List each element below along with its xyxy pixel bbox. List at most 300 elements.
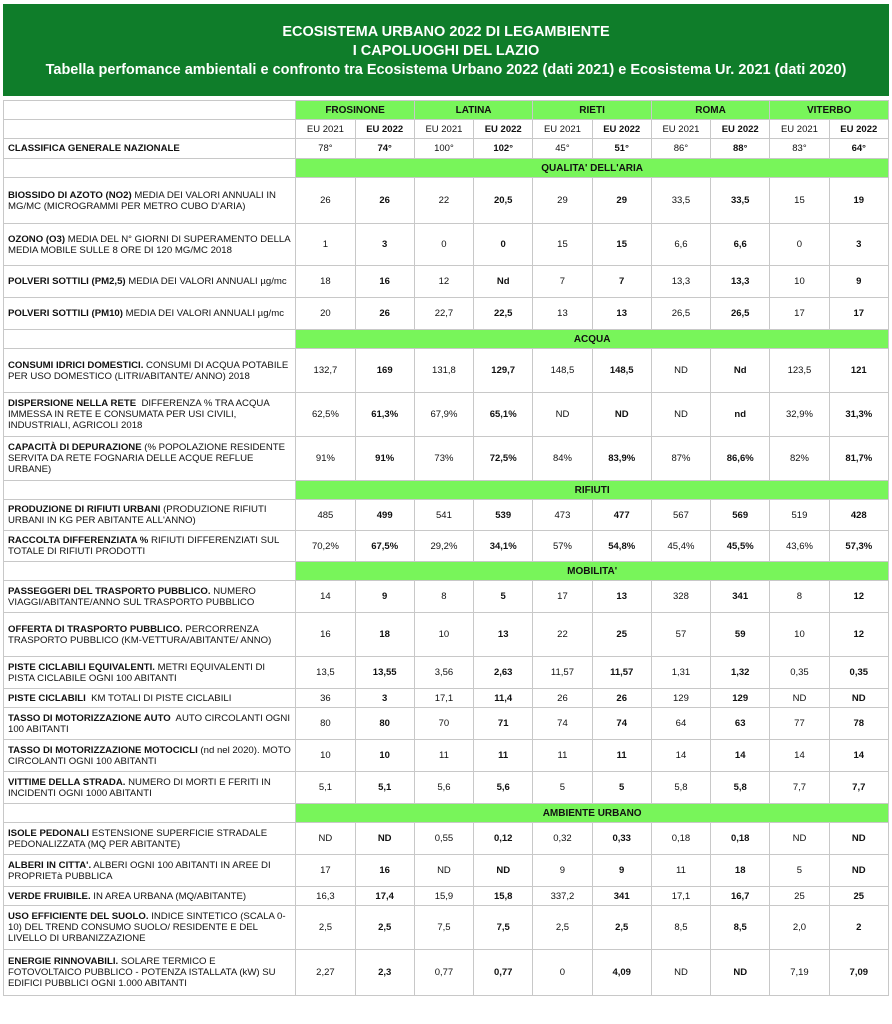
value-cell: 10 — [414, 613, 473, 657]
indicator-name: RACCOLTA DIFFERENZIATA % — [8, 535, 149, 546]
performance-table — [3, 100, 889, 996]
indicator-cell — [4, 437, 296, 481]
value-cell: 25 — [592, 613, 651, 657]
value-cell: ND — [592, 393, 651, 437]
indicator-description: SOLARE TERMICO E FOTOVOLTAICO PUBBLICO - POTENZA ISTALLATA (kW) SU EDIFICI PUBBLICI OGNI 1.000 ABITANTI — [8, 956, 279, 989]
ranking-value: 83° — [770, 139, 829, 159]
indicator-name: PRODUZIONE DI RIFIUTI URBANI — [8, 504, 161, 515]
value-cell: 14 — [711, 740, 770, 772]
city-header-frosinone: FROSINONE — [296, 101, 415, 120]
value-cell: 0,35 — [770, 657, 829, 689]
ranking-value: 64° — [829, 139, 888, 159]
ranking-value: 86° — [651, 139, 710, 159]
indicator-name: POLVERI SOTTILI (PM10) — [8, 308, 123, 319]
indicator-cell — [4, 772, 296, 804]
value-cell: 17 — [296, 855, 355, 887]
value-cell: 72,5% — [474, 437, 533, 481]
value-cell: 26,5 — [711, 298, 770, 330]
section-title: ACQUA — [296, 330, 889, 349]
value-cell: 519 — [770, 500, 829, 531]
indicator-row — [4, 349, 889, 393]
indicator-cell — [4, 178, 296, 224]
value-cell: 5 — [592, 772, 651, 804]
value-cell: 57,3% — [829, 531, 888, 562]
value-cell: 22,7 — [414, 298, 473, 330]
value-cell: 15,8 — [474, 887, 533, 906]
indicator-name: PASSEGGERI DEL TRASPORTO PUBBLICO. — [8, 585, 211, 597]
value-cell: 25 — [770, 887, 829, 906]
indicator-cell — [4, 298, 296, 330]
indicator-description: NUMERO DI MORTI E FERITI IN INCIDENTI OGNI 1000 ABITANTI — [8, 776, 274, 799]
indicator-cell — [4, 581, 296, 613]
value-cell: Nd — [474, 266, 533, 298]
value-cell: 59 — [711, 613, 770, 657]
value-cell: 15 — [770, 178, 829, 224]
section-blank-cell — [4, 159, 296, 178]
value-cell: 36 — [296, 689, 355, 708]
indicator-row — [4, 887, 889, 906]
value-cell: 11 — [533, 740, 592, 772]
value-cell: 10 — [296, 740, 355, 772]
year-header-cell: EU 2021 — [651, 120, 710, 139]
value-cell: 3 — [355, 224, 414, 266]
value-cell: 67,5% — [355, 531, 414, 562]
value-cell: 148,5 — [533, 349, 592, 393]
indicator-description: AUTO CIRCOLANTI OGNI 100 ABITANTI — [8, 712, 293, 735]
value-cell: 7,5 — [474, 906, 533, 950]
value-cell: 11,57 — [592, 657, 651, 689]
indicator-row — [4, 437, 889, 481]
value-cell: 341 — [592, 887, 651, 906]
value-cell: 11 — [474, 740, 533, 772]
title-line-2: I CAPOLUOGHI DEL LAZIO — [352, 43, 540, 59]
indicator-description: METRI EQUIVALENTI DI PISTA CICLABILE OGNI 100 ABITANTI — [8, 661, 268, 684]
value-cell: 81,7% — [829, 437, 888, 481]
value-cell: 0,18 — [711, 823, 770, 855]
year-header-cell: EU 2021 — [414, 120, 473, 139]
section-header-row — [4, 481, 889, 500]
value-cell: 2,27 — [296, 950, 355, 996]
indicator-cell — [4, 950, 296, 996]
value-cell: 13 — [533, 298, 592, 330]
year-header-cell: EU 2022 — [474, 120, 533, 139]
value-cell: ND — [829, 689, 888, 708]
value-cell: 20,5 — [474, 178, 533, 224]
value-cell: 70 — [414, 708, 473, 740]
value-cell: 499 — [355, 500, 414, 531]
value-cell: 12 — [414, 266, 473, 298]
indicator-name: ALBERI IN CITTA'. — [8, 859, 92, 871]
value-cell: Nd — [711, 349, 770, 393]
value-cell: 16 — [296, 613, 355, 657]
value-cell: 91% — [355, 437, 414, 481]
year-header-cell: EU 2022 — [829, 120, 888, 139]
value-cell: 0 — [770, 224, 829, 266]
value-cell: 29,2% — [414, 531, 473, 562]
value-cell: 5 — [770, 855, 829, 887]
value-cell: 17,1 — [414, 689, 473, 708]
value-cell: 57% — [533, 531, 592, 562]
city-header-latina: LATINA — [414, 101, 533, 120]
value-cell: 5,1 — [355, 772, 414, 804]
indicator-cell — [4, 708, 296, 740]
value-cell: 17 — [829, 298, 888, 330]
ranking-value: 78° — [296, 139, 355, 159]
value-cell: 3 — [829, 224, 888, 266]
indicator-name: DISPERSIONE NELLA RETE — [8, 398, 137, 409]
value-cell: 477 — [592, 500, 651, 531]
value-cell: 26 — [296, 178, 355, 224]
indicator-row — [4, 393, 889, 437]
value-cell: 17 — [533, 581, 592, 613]
value-cell: 17,1 — [651, 887, 710, 906]
value-cell: 7,5 — [414, 906, 473, 950]
value-cell: 16,3 — [296, 887, 355, 906]
indicator-description: MEDIA DEI VALORI ANNUALI IN MG/MC (MICROGRAMMI PER METRO CUBO D'ARIA) — [8, 189, 279, 212]
indicator-description: RIFIUTI DIFFERENZIATI SUL TOTALE DI RIFIUTI PRODOTTI — [8, 535, 282, 557]
indicator-cell — [4, 855, 296, 887]
value-cell: 77 — [770, 708, 829, 740]
indicator-description: (PRODUZIONE RIFIUTI URBANI IN KG PER ABITANTE ALL'ANNO) — [8, 504, 270, 526]
indicator-description: MEDIA DEL N° GIORNI DI SUPERAMENTO DELLA MEDIA MOBILE SULLE 8 ORE DI 120 MG/MC 2018 — [8, 233, 293, 256]
value-cell: 337,2 — [533, 887, 592, 906]
value-cell: 10 — [770, 266, 829, 298]
value-cell: 129 — [711, 689, 770, 708]
value-cell: 74 — [533, 708, 592, 740]
section-header-row — [4, 159, 889, 178]
value-cell: ND — [829, 855, 888, 887]
value-cell: 473 — [533, 500, 592, 531]
indicator-name: CONSUMI IDRICI DOMESTICI. — [8, 359, 144, 371]
indicator-description: MEDIA DEI VALORI ANNUALI µg/mc — [122, 308, 284, 319]
value-cell: 169 — [355, 349, 414, 393]
value-cell: 80 — [296, 708, 355, 740]
value-cell: 29 — [592, 178, 651, 224]
indicator-cell — [4, 500, 296, 531]
indicator-name: CAPACITÀ DI DEPURAZIONE — [8, 442, 142, 453]
value-cell: 20 — [296, 298, 355, 330]
indicator-name: BIOSSIDO DI AZOTO (NO2) — [8, 189, 132, 201]
value-cell: 129 — [651, 689, 710, 708]
indicator-row — [4, 581, 889, 613]
value-cell: 129,7 — [474, 349, 533, 393]
value-cell: 26,5 — [651, 298, 710, 330]
value-cell: 9 — [829, 266, 888, 298]
value-cell: 11,4 — [474, 689, 533, 708]
value-cell: 87% — [651, 437, 710, 481]
value-cell: nd — [711, 393, 770, 437]
indicator-row — [4, 531, 889, 562]
value-cell: 10 — [770, 613, 829, 657]
value-cell: 5,8 — [711, 772, 770, 804]
value-cell: 13 — [474, 613, 533, 657]
value-cell: 14 — [296, 581, 355, 613]
value-cell: 3 — [355, 689, 414, 708]
value-cell: 6,6 — [651, 224, 710, 266]
value-cell: ND — [711, 950, 770, 996]
indicator-name: PISTE CICLABILI EQUIVALENTI. — [8, 661, 155, 673]
value-cell: ND — [474, 855, 533, 887]
ranking-value: 51° — [592, 139, 651, 159]
value-cell: 14 — [829, 740, 888, 772]
value-cell: 34,1% — [474, 531, 533, 562]
value-cell: 7 — [533, 266, 592, 298]
ranking-label-cell — [4, 139, 296, 159]
value-cell: 16 — [355, 855, 414, 887]
value-cell: 3,56 — [414, 657, 473, 689]
value-cell: 15 — [533, 224, 592, 266]
value-cell: 26 — [355, 178, 414, 224]
value-cell: 33,5 — [651, 178, 710, 224]
indicator-row — [4, 950, 889, 996]
value-cell: 80 — [355, 708, 414, 740]
indicator-cell — [4, 740, 296, 772]
indicator-cell — [4, 266, 296, 298]
value-cell: 2,3 — [355, 950, 414, 996]
indicator-description: CONSUMI DI ACQUA POTABILE PER USO DOMESTICO (LITRI/ABITANTE/ ANNO) 2018 — [8, 359, 291, 382]
value-cell: 63 — [711, 708, 770, 740]
section-title: AMBIENTE URBANO — [296, 804, 889, 823]
value-cell: 7,19 — [770, 950, 829, 996]
value-cell: 148,5 — [592, 349, 651, 393]
value-cell: 78 — [829, 708, 888, 740]
ranking-value: 45° — [533, 139, 592, 159]
value-cell: 1,32 — [711, 657, 770, 689]
value-cell: ND — [770, 689, 829, 708]
value-cell: 539 — [474, 500, 533, 531]
indicator-description: INDICE SINTETICO (SCALA 0-10) DEL TREND CONSUMO SUOLO/ RESIDENTE E DEL LIVELLO DI URBANIZZAZIONE — [8, 911, 286, 944]
indicator-name: ENERGIE RINNOVABILI. — [8, 956, 119, 967]
value-cell: 86,6% — [711, 437, 770, 481]
indicator-name: VERDE FRUIBILE. — [8, 890, 91, 902]
value-cell: 15,9 — [414, 887, 473, 906]
value-cell: 45,4% — [651, 531, 710, 562]
value-cell: 17 — [770, 298, 829, 330]
value-cell: 0,35 — [829, 657, 888, 689]
value-cell: ND — [770, 823, 829, 855]
city-header-rieti: RIETI — [533, 101, 652, 120]
value-cell: 7,7 — [829, 772, 888, 804]
value-cell: 84% — [533, 437, 592, 481]
value-cell: 26 — [355, 298, 414, 330]
year-header-cell: EU 2022 — [355, 120, 414, 139]
indicator-name: PISTE CICLABILI — [8, 692, 86, 704]
value-cell: 16,7 — [711, 887, 770, 906]
indicator-name: OFFERTA DI TRASPORTO PUBBLICO. — [8, 623, 183, 635]
section-blank-cell — [4, 330, 296, 349]
value-cell: 0 — [414, 224, 473, 266]
value-cell: 14 — [770, 740, 829, 772]
value-cell: ND — [651, 393, 710, 437]
value-cell: 67,9% — [414, 393, 473, 437]
title-banner — [3, 4, 889, 96]
value-cell: 123,5 — [770, 349, 829, 393]
value-cell: 0,55 — [414, 823, 473, 855]
indicator-cell — [4, 689, 296, 708]
value-cell: 61,3% — [355, 393, 414, 437]
value-cell: 6,6 — [711, 224, 770, 266]
value-cell: 12 — [829, 613, 888, 657]
indicator-description: NUMERO VIAGGI/ABITANTE/ANNO SUL TRASPORTO PUBBLICO — [8, 585, 259, 608]
indicator-row — [4, 298, 889, 330]
value-cell: 9 — [533, 855, 592, 887]
value-cell: 29 — [533, 178, 592, 224]
indicator-cell — [4, 906, 296, 950]
value-cell: 11 — [414, 740, 473, 772]
year-header-cell: EU 2021 — [533, 120, 592, 139]
value-cell: 428 — [829, 500, 888, 531]
ranking-value: 102° — [474, 139, 533, 159]
indicator-row — [4, 178, 889, 224]
ranking-label: CLASSIFICA GENERALE NAZIONALE — [8, 143, 180, 154]
value-cell: ND — [414, 855, 473, 887]
value-cell: 7,09 — [829, 950, 888, 996]
indicator-description: ESTENSIONE SUPERFICIE STRADALE PEDONALIZZATA (MQ PER ABITANTE) — [8, 827, 270, 850]
value-cell: ND — [651, 950, 710, 996]
year-header-row — [4, 120, 889, 139]
header-blank-cell — [4, 120, 296, 139]
value-cell: 54,8% — [592, 531, 651, 562]
value-cell: 341 — [711, 581, 770, 613]
ranking-value: 100° — [414, 139, 473, 159]
value-cell: 14 — [651, 740, 710, 772]
value-cell: 1 — [296, 224, 355, 266]
value-cell: 13 — [592, 298, 651, 330]
value-cell: 7 — [592, 266, 651, 298]
value-cell: 5 — [474, 581, 533, 613]
indicator-name: POLVERI SOTTILI (PM2,5) — [8, 276, 126, 287]
value-cell: 45,5% — [711, 531, 770, 562]
indicator-description: IN AREA URBANA (MQ/ABITANTE) — [90, 890, 247, 902]
value-cell: 73% — [414, 437, 473, 481]
value-cell: 32,9% — [770, 393, 829, 437]
value-cell: 2,5 — [592, 906, 651, 950]
indicator-name: TASSO DI MOTORIZZAZIONE MOTOCICLI — [8, 744, 198, 756]
indicator-cell — [4, 393, 296, 437]
value-cell: 74 — [592, 708, 651, 740]
value-cell: 64 — [651, 708, 710, 740]
value-cell: 0,77 — [414, 950, 473, 996]
value-cell: 62,5% — [296, 393, 355, 437]
indicator-row — [4, 708, 889, 740]
value-cell: 11 — [592, 740, 651, 772]
indicator-row — [4, 224, 889, 266]
value-cell: 13,5 — [296, 657, 355, 689]
indicator-name: OZONO (O3) — [8, 233, 66, 245]
value-cell: 70,2% — [296, 531, 355, 562]
section-header-row — [4, 330, 889, 349]
section-title: MOBILITA' — [296, 562, 889, 581]
value-cell: 132,7 — [296, 349, 355, 393]
value-cell: 0,18 — [651, 823, 710, 855]
indicator-description: DIFFERENZA % TRA ACQUA IMMESSA IN RETE E CONSUMATA PER USI CIVILI, INDUSTRIALI, AGRICOLI 2018 — [8, 398, 272, 431]
value-cell: 131,8 — [414, 349, 473, 393]
value-cell: 18 — [355, 613, 414, 657]
value-cell: ND — [829, 823, 888, 855]
indicator-row — [4, 906, 889, 950]
value-cell: 13,55 — [355, 657, 414, 689]
value-cell: 18 — [711, 855, 770, 887]
indicator-description: KM TOTALI DI PISTE CICLABILI — [85, 692, 232, 704]
indicator-cell — [4, 613, 296, 657]
indicator-description: PERCORRENZA TRASPORTO PUBBLICO (KM-VETTURA/ABITANTE/ ANNO) — [8, 623, 272, 646]
value-cell: 485 — [296, 500, 355, 531]
indicator-row — [4, 657, 889, 689]
value-cell: 5,1 — [296, 772, 355, 804]
indicator-description: (nd nel 2020). MOTO CIRCOLANTI OGNI 100 ABITANTI — [8, 744, 294, 767]
year-header-cell: EU 2021 — [296, 120, 355, 139]
value-cell: 9 — [355, 581, 414, 613]
value-cell: 33,5 — [711, 178, 770, 224]
ranking-row — [4, 139, 889, 159]
indicator-row — [4, 855, 889, 887]
value-cell: 13,3 — [651, 266, 710, 298]
value-cell: 22,5 — [474, 298, 533, 330]
indicator-description: (% POPOLAZIONE RESIDENTE SERVITA DA RETE FOGNARIA DELLE ACQUE REFLUE URBANE) — [8, 442, 288, 475]
city-header-viterbo: VITERBO — [770, 101, 889, 120]
indicator-name: VITTIME DELLA STRADA. — [8, 776, 126, 788]
value-cell: 541 — [414, 500, 473, 531]
value-cell: 8,5 — [651, 906, 710, 950]
value-cell: 71 — [474, 708, 533, 740]
value-cell: 2,5 — [533, 906, 592, 950]
value-cell: 10 — [355, 740, 414, 772]
value-cell: 17,4 — [355, 887, 414, 906]
header-blank-cell — [4, 101, 296, 120]
indicator-row — [4, 613, 889, 657]
section-title: RIFIUTI — [296, 481, 889, 500]
section-header-row — [4, 562, 889, 581]
value-cell: 2 — [829, 906, 888, 950]
value-cell: 5,6 — [474, 772, 533, 804]
ranking-value: 74° — [355, 139, 414, 159]
value-cell: 26 — [533, 689, 592, 708]
value-cell: 8 — [770, 581, 829, 613]
value-cell: 4,09 — [592, 950, 651, 996]
value-cell: 57 — [651, 613, 710, 657]
value-cell: 1,31 — [651, 657, 710, 689]
value-cell: 9 — [592, 855, 651, 887]
value-cell: 2,5 — [296, 906, 355, 950]
indicator-row — [4, 823, 889, 855]
value-cell: 83,9% — [592, 437, 651, 481]
value-cell: 18 — [296, 266, 355, 298]
value-cell: 0,12 — [474, 823, 533, 855]
value-cell: 5,6 — [414, 772, 473, 804]
value-cell: 13 — [592, 581, 651, 613]
section-blank-cell — [4, 562, 296, 581]
value-cell: 2,0 — [770, 906, 829, 950]
indicator-row — [4, 772, 889, 804]
value-cell: ND — [296, 823, 355, 855]
value-cell: 91% — [296, 437, 355, 481]
indicator-row — [4, 740, 889, 772]
indicator-cell — [4, 823, 296, 855]
value-cell: 567 — [651, 500, 710, 531]
title-line-1: ECOSISTEMA URBANO 2022 DI LEGAMBIENTE — [282, 24, 610, 40]
section-blank-cell — [4, 481, 296, 500]
value-cell: 19 — [829, 178, 888, 224]
value-cell: 22 — [414, 178, 473, 224]
section-blank-cell — [4, 804, 296, 823]
value-cell: 2,5 — [355, 906, 414, 950]
value-cell: 0 — [474, 224, 533, 266]
indicator-cell — [4, 349, 296, 393]
value-cell: 26 — [592, 689, 651, 708]
title-line-3: Tabella perfomance ambientali e confronto tra Ecosistema Urbano 2022 (dati 2021) e Ecosistema Ur. 2021 (dati 2020) — [45, 62, 847, 78]
indicator-row — [4, 266, 889, 298]
value-cell: ND — [533, 393, 592, 437]
